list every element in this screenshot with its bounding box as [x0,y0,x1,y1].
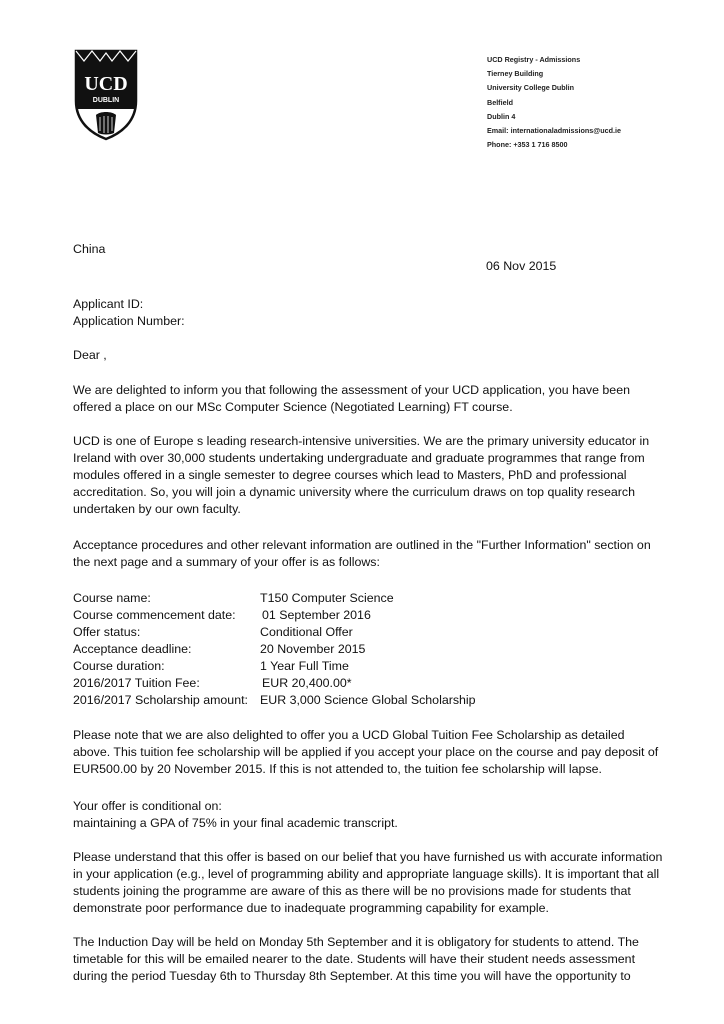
sender-address [487,53,621,152]
salutation: Dear , [73,348,107,362]
address-line: Tierney Building [487,69,544,79]
paragraph-line: offered a place on our MSc Computer Science (Negotiated Learning) FT course. [73,400,513,414]
detail-value: 01 September 2016 [262,608,371,622]
paragraph-line: EUR500.00 by 20 November 2015. If this is not attended to, the tuition fee scholarship will lapse. [73,762,602,776]
paragraph-line: students joining the programme are aware of this as there will be no provisions made for students that [73,884,631,898]
paragraph-about-ucd [73,433,663,518]
address-email: Email: internationaladmissions@ucd.ie [487,126,622,136]
detail-label: Course name: [73,591,151,605]
applicant-id-label: Applicant ID: [73,297,144,311]
detail-value: 20 November 2015 [260,642,366,656]
detail-label: 2016/2017 Tuition Fee: [73,676,200,690]
application-number-label: Application Number: [73,314,185,328]
paragraph-line: in your application (e.g., level of programming ability and appropriate language skills). It is important that all [73,867,660,881]
detail-value: EUR 3,000 Science Global Scholarship [260,693,476,707]
paragraph-scholarship [73,727,663,778]
recipient-country: China [73,242,106,256]
detail-value: EUR 20,400.00* [262,676,352,690]
paragraph-conditions [73,798,663,832]
paragraph-line: Please understand that this offer is based on our belief that you have furnished us with accurate information [73,850,663,864]
paragraph-line: during the period Tuesday 6th to Thursday 8th September. At this time you will have the opportunity to [73,969,631,983]
detail-value: Conditional Offer [260,625,353,639]
address-line: UCD Registry - Admissions [487,55,581,64]
paragraph-line: maintaining a GPA of 75% in your final academic transcript. [73,816,398,830]
detail-value: T150 Computer Science [260,591,394,605]
paragraph-line: modules offered in a single semester to degree courses which lead to Masters, PhD and professional [73,468,627,482]
paragraph-line: Please note that we are also delighted to offer you a UCD Global Tuition Fee Scholarship as detailed [73,728,625,742]
paragraph-offer-intro [73,382,663,416]
letter-date: 06 Nov 2015 [486,259,557,273]
paragraph-line: Your offer is conditional on: [73,799,222,813]
svg-text:UCD: UCD [84,73,128,95]
paragraph-line: demonstrate poor performance due to inadequate programming capability for example. [73,901,549,915]
paragraph-line: The Induction Day will be held on Monday 5th September and it is obligatory for students to attend. The [73,935,639,949]
ucd-crest-logo [74,49,138,141]
paragraph-line: undertaken by our own faculty. [73,502,241,516]
paragraph-induction [73,934,663,985]
paragraph-accuracy [73,849,663,917]
paragraph-line: above. This tuition fee scholarship will be applied if you accept your place on the course and pay deposit of [73,745,659,759]
paragraph-line: timetable for this will be emailed nearer to the date. Students will have their student needs assessment [73,952,636,966]
address-phone: Phone: +353 1 716 8500 [487,140,568,150]
paragraph-line: Acceptance procedures and other relevant information are outlined in the "Further Information" section on [73,538,651,552]
paragraph-acceptance [73,537,663,571]
detail-label: Acceptance deadline: [73,642,192,656]
paragraph-line: We are delighted to inform you that following the assessment of your UCD application, you have been [73,383,630,397]
paragraph-line: the next page and a summary of your offer is as follows: [73,555,380,569]
paragraph-line: UCD is one of Europe s leading research-intensive universities. We are the primary university educator in [73,434,650,448]
paragraph-line: Ireland with over 30,000 students undertaking undergraduate and graduate programmes that range from [73,451,645,465]
detail-label: Course commencement date: [73,608,236,622]
detail-label: Offer status: [73,625,141,639]
detail-label: 2016/2017 Scholarship amount: [73,693,248,707]
detail-label: Course duration: [73,659,165,673]
paragraph-line: accreditation. So, you will join a dynamic university where the curriculum draws on top quality research [73,485,635,499]
address-line: Belfield [487,97,513,107]
address-line: University College Dublin [487,83,575,93]
detail-value: 1 Year Full Time [260,659,349,673]
address-line: Dublin 4 [487,111,516,121]
svg-text:DUBLIN: DUBLIN [92,97,120,104]
